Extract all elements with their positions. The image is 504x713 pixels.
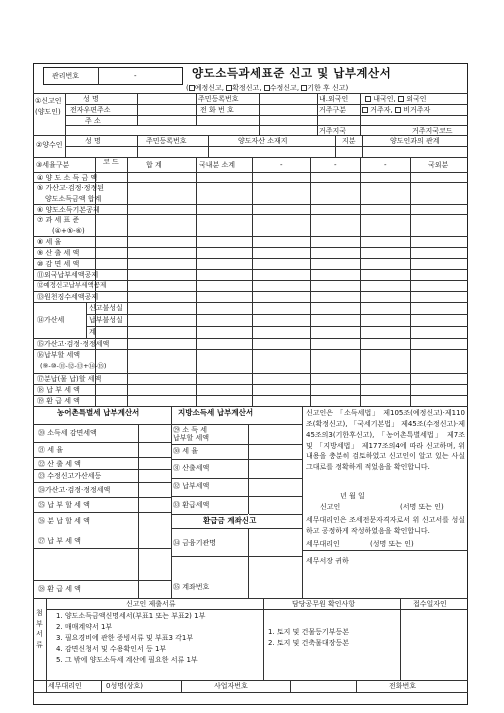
checkbox-icon[interactable]: [398, 96, 404, 102]
transferee-relation-label: 양도인과의 관계: [390, 137, 440, 145]
column-dash-2: -: [334, 161, 337, 169]
checkbox-icon[interactable]: [365, 96, 371, 102]
refund-account-header: 환급금 계좌신고: [203, 516, 257, 525]
transferee-share-label: 지분: [342, 137, 356, 145]
filer-docs-header: 신고인 제출서류: [126, 600, 176, 608]
total-column-label: 합 계: [146, 161, 162, 169]
rural-row-correction: ㉔가산고·검정·정정세액: [38, 486, 111, 494]
row-adjusted-income: ⑤ 가산고·검정·정정된: [37, 184, 105, 192]
rural-row-paid: ㉗ 납 부 세 액: [38, 537, 81, 545]
row-refund-tax: ⑲ 환 급 세 액: [37, 397, 80, 405]
form-title: 양도소득과세표준 신고 및 납부계산서: [192, 66, 392, 80]
local-tax-header: 지방소득세 납부계산서: [178, 408, 254, 417]
filer-doc-3: 3. 필요경비에 관한 증빙서류 및 부표3 각1부: [56, 634, 194, 642]
transferee-rrn-label: 주민등록번호: [146, 137, 187, 145]
filer-signature-note: (서명 또는 인): [400, 503, 444, 511]
row-addtax-payment: 납부불성실: [89, 316, 123, 324]
row-adjusted-income-sum: 양도소득금액 합계: [45, 195, 102, 203]
footer-agent-label: 세무대리인: [48, 682, 82, 690]
management-number-value[interactable]: -: [134, 72, 137, 80]
rural-row-computed: ㉒ 산 출 세 액: [38, 460, 81, 468]
transferee-name-label: 성 명: [85, 137, 101, 145]
filing-type-prelim: 예정신고: [194, 84, 222, 92]
declaration-date[interactable]: 년 월 일: [340, 492, 365, 500]
country-code-label: 거주지국코드: [412, 127, 453, 135]
account-number-label: ㉟ 계좌번호: [173, 583, 210, 591]
management-number-label: 관리번호: [52, 72, 80, 80]
transferee-section-label: ②양수인: [36, 141, 63, 149]
rural-row-rate: ㉑ 세 율: [38, 446, 63, 454]
rural-row-amend-addtax: ㉓ 수정신고가산세등: [38, 472, 102, 480]
local-row-rate: ㉚ 세 율: [173, 447, 198, 455]
filing-type-options[interactable]: ( 예정신고, 확정신고, 수정신고, 기한 후 신고): [186, 84, 349, 92]
foreign-column-label: 국외분: [428, 161, 449, 169]
column-dash-3: -: [384, 161, 387, 169]
rural-tax-header: 농어촌특별세 납부계산서: [57, 408, 140, 417]
rural-row-reduction: ⑳ 소득세 감면세액: [38, 429, 97, 437]
row-prelim-credit: ⑫예정신고납부세액공제: [37, 281, 107, 289]
local-row-income-tax: ㉙ 소 득 세 납부할 세액: [173, 426, 210, 443]
checkbox-icon[interactable]: [362, 107, 368, 113]
bank-name-label: ㉞ 금융기관명: [173, 539, 217, 547]
addressee: 세무서장 귀하: [306, 557, 349, 565]
rural-row-refund: ㉘ 환 급 세 액: [38, 585, 81, 593]
row-tax-base-formula: (④+⑤-⑥): [52, 227, 85, 235]
filer-doc-4: 4. 감면신청서 및 수용확인서 등 1부: [56, 645, 167, 653]
row-addtax-filing: 신고불성실: [89, 304, 123, 312]
rural-row-payable: ㉕ 납 부 할 세 액: [38, 501, 90, 509]
row-installment-tax: ⑰분납(물 납)할 세액: [37, 375, 102, 383]
officer-item-1: 1. 토지 및 건물등기부등본: [268, 628, 349, 636]
nationality-options[interactable]: 내국인, 외국인: [365, 95, 427, 103]
agent-signature-label: 세무대리인: [306, 540, 340, 548]
residency-options[interactable]: 거주자, 비거주자: [362, 106, 430, 114]
filer-email-label: 전자우편주소: [70, 106, 111, 114]
row-payable-formula: (⑨-⑩-⑪-⑫-⑬+⑭-⑮): [40, 362, 107, 370]
declaration-text: 신고인은 「소득세법」 제105조(예정신고)·제110조(확정신고), 「국세기본법」 제45조(수정신고)·제45조의3(기한후신고), 「농어촌특별세법」 제7조 및 「지방세법」 제177조의4에 따라 신고하며, 위 내용을 충분히 검토하였고 신고인이 알고 있는 사실 그대로를 정확하게 적었음을 확인합니다.: [306, 409, 465, 472]
filer-doc-5: 5. 그 밖에 양도소득세 계산에 필요한 서류 1부: [56, 656, 198, 664]
checkbox-icon[interactable]: [395, 107, 401, 113]
rural-row-installment: ㉖ 분 납 할 세 액: [38, 517, 90, 525]
row-correction-tax: ⑮가산고·검정·정정세액: [37, 340, 110, 348]
code-label: 코 드: [103, 158, 119, 166]
local-row-paid: ㉜ 납부세액: [173, 482, 210, 490]
filer-name-label: 성 명: [83, 95, 99, 103]
row-payable-tax: ⑯납부할 세액: [37, 351, 81, 359]
footer-name-label: 0성명(상호): [106, 682, 143, 690]
filer-nationality-label: 내.외국인: [319, 95, 349, 103]
row-additional-tax: ⑭가산세: [37, 316, 65, 324]
footer-bizno-label: 사업자번호: [214, 682, 248, 690]
filer-section-label: ①신고인 (양도인): [35, 97, 62, 116]
transferee-location-label: 양도자산 소재지: [238, 137, 288, 145]
row-tax-reduction: ⑩ 감 면 세 액: [37, 260, 80, 268]
row-basic-deduction: ⑥ 양도소득기본공제: [37, 206, 100, 214]
row-foreign-credit: ⑪외국납부세액공제: [37, 271, 99, 279]
filer-doc-1: 1. 양도소득금액신명세서(부표1 또는 부표2) 1부: [56, 612, 206, 620]
filer-country-label: 거주지국: [319, 127, 347, 135]
filing-type-final: 확정신고: [232, 84, 260, 92]
row-paid-tax: ⑱ 납 부 세 액: [37, 386, 80, 394]
agent-declaration-text: 세무대리인은 조세전문자격자로서 위 신고서를 성실하고 공정하게 작성하였음을 확인합니다.: [306, 516, 465, 535]
domestic-column-label: 국내분 소계: [199, 161, 236, 169]
row-withholding-credit: ⑬원천징수세액공제: [37, 293, 99, 301]
footer-phone-label: 전화번호: [389, 682, 417, 690]
tax-class-label: ③세율구분: [36, 161, 70, 169]
filer-doc-2: 2. 매매계약서 1부: [56, 623, 113, 631]
local-row-refund: ㉝ 환급세액: [173, 501, 210, 509]
officer-item-2: 2. 토지 및 건축물대장등본: [268, 639, 349, 647]
receipt-stamp-header: 접수일자인: [413, 600, 447, 608]
filer-signature-label: 신고인: [320, 503, 341, 511]
local-row-computed: ㉛ 산출세액: [173, 464, 210, 472]
row-tax-base: ⑦ 과 세 표 준: [37, 216, 80, 224]
officer-check-header: 담당공무원 확인사항: [292, 600, 356, 608]
filer-rrn-label: 주민등록번호: [198, 95, 239, 103]
filing-type-amend: 수정신고: [269, 84, 297, 92]
column-dash-1: -: [280, 161, 283, 169]
attachments-side-label: 첨 부 서 류: [36, 609, 43, 649]
agent-signature-note: (성명 또는 인): [370, 540, 414, 548]
filer-phone-label: 전 화 번 호: [200, 106, 234, 114]
row-tax-rate: ⑧ 세 율: [37, 238, 62, 246]
row-addtax-total: 계: [89, 328, 96, 336]
row-computed-tax: ⑨ 산 출 세 액: [37, 249, 80, 257]
filer-address-label: 주 소: [85, 117, 101, 125]
filing-type-late: 기한 후 신고: [307, 84, 346, 92]
filer-residency-label: 거주구분: [319, 106, 347, 114]
row-transfer-income: ④ 양 도 소 득 금 액: [37, 174, 98, 182]
